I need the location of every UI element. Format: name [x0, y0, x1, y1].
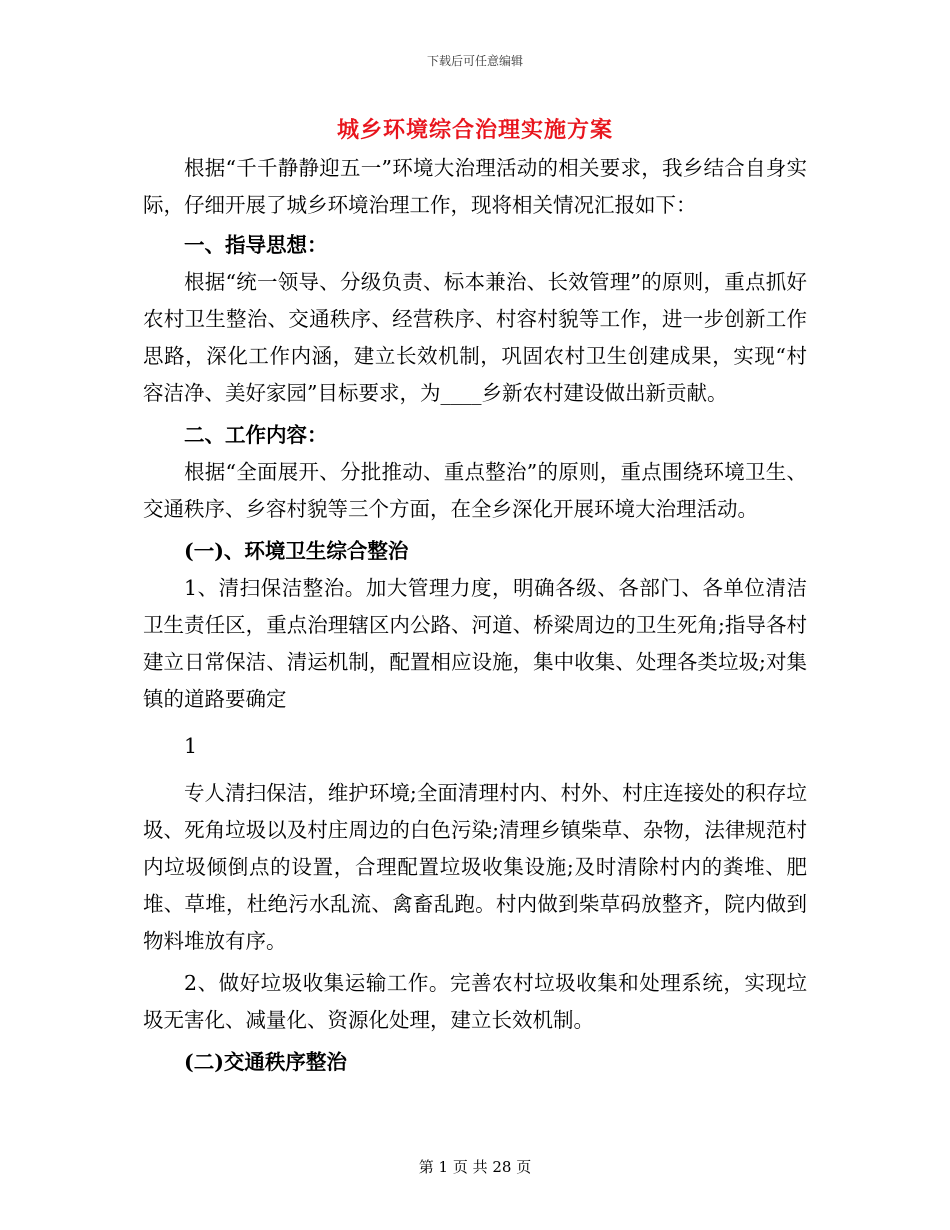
document-title: 城乡环境综合治理实施方案 — [336, 117, 613, 143]
subsection-heading-traffic-order: (二)交通秩序整治 — [184, 1050, 347, 1074]
inline-page-number: 1 — [184, 734, 198, 758]
document-body — [143, 150, 807, 1081]
garbage-collection-paragraph: 2、做好垃圾收集运输工作。完善农村垃圾收集和处理系统，实现垃圾无害化、减量化、资源化处理，建立长效机制。 — [143, 971, 807, 1032]
section-heading-work-content: 二、工作内容： — [184, 423, 328, 447]
header-note: 下载后可任意编辑 — [426, 54, 523, 68]
subsection-heading-environment-sanitation: (一)、环境卫生综合整治 — [184, 539, 409, 563]
section-heading-guiding-ideology: 一、指导思想： — [184, 233, 328, 257]
cleaning-paragraph: 1、清扫保洁整治。加大管理力度，明确各级、各部门、各单位清洁卫生责任区，重点治理辖区内公路、河道、桥梁周边的卫生死角;指导各村建立日常保洁、清运机制，配置相应设施，集中收集、处理各类垃圾;对集镇的道路要确定 — [143, 576, 807, 711]
guiding-ideology-paragraph: 根据“统一领导、分级负责、标本兼治、长效管理”的原则，重点抓好农村卫生整治、交通秩序、经营秩序、村容村貌等工作，进一步创新工作思路，深化工作内涵，建立长效机制，巩固农村卫生创建成果，实现“村容洁净、美好家园”目标要求，为____乡新农村建设做出新贡献。 — [143, 270, 807, 405]
work-content-paragraph: 根据“全面展开、分批推动、重点整治”的原则，重点围绕环境卫生、交通秩序、乡容村貌等三个方面，在全乡深化开展环境大治理活动。 — [143, 460, 807, 521]
intro-paragraph: 根据“千千静静迎五一”环境大治理活动的相关要求，我乡结合自身实际，仔细开展了城乡环境治理工作，现将相关情况汇报如下： — [143, 156, 807, 217]
cleaning-continued-paragraph: 专人清扫保洁，维护环境;全面清理村内、村外、村庄连接处的积存垃圾、死角垃圾以及村庄周边的白色污染;清理乡镇柴草、杂物，法律规范村内垃圾倾倒点的设置，合理配置垃圾收集设施;及时清除村内的粪堆、肥堆、草堆，杜绝污水乱流、禽畜乱跑。村内做到柴草码放整齐，院内做到物料堆放有序。 — [143, 781, 807, 953]
page-footer: 第 1 页 共 28 页 — [418, 1158, 532, 1176]
